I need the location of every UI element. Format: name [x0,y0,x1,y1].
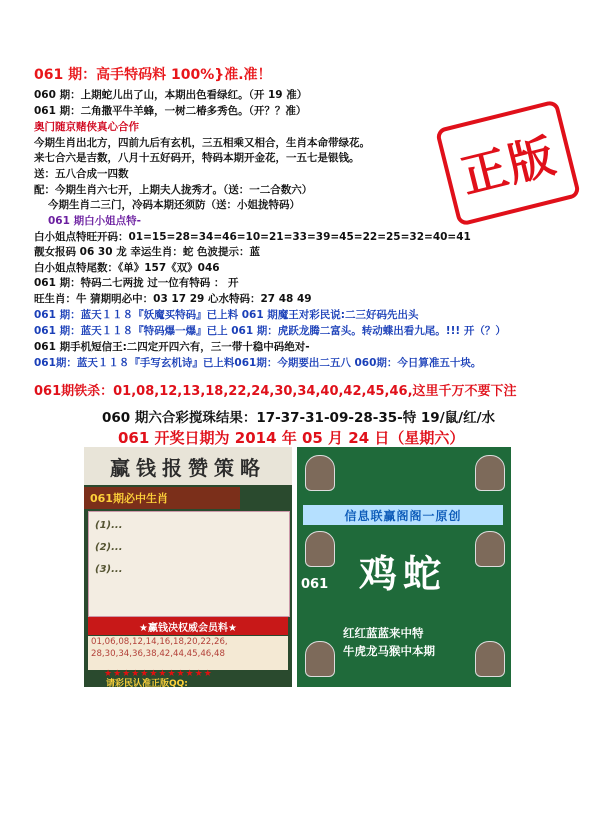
portrait-image [305,455,335,491]
strategy-panel-sub: 061期必中生肖 [84,487,240,509]
forecast-line: 来七合六是吉数，八月十五好码开，特码本期开金花，一五七是银钱。 [34,152,360,164]
previous-result-line: 060 期六合彩搅珠结果：17-37-31-09-28-35-特 19/鼠/红/水 [102,410,495,426]
member-banner: ★赢钱决权威会员料★ [88,617,288,635]
forecast-line: 061 期手机短信王:二四定开四六有，三一带十稳中码绝对- [34,341,310,353]
portrait-image [475,455,505,491]
draw-date-line: 061 开奖日期为 2014 年 05 月 24 日（星期六） [118,429,465,447]
forecast-line: 060 期：上期蛇儿出了山，本期出色看绿红。（开 19 准） [34,89,308,101]
prediction-panel [297,447,511,687]
qq-text: 请彩民认准正版QQ: [106,679,188,687]
portrait-image [475,641,505,677]
forecast-line: 061 期：二角撒平牛羊蜂，一树二椿多秀色。（开？？准） [34,105,307,117]
forecast-line: 061 期：蓝天１１８『特码爆一爆』已上 061 期：虎跃龙腾二富头。转动蝶出看九尾。!!! 开（？） [34,325,506,337]
strategy-panel [84,447,292,687]
numbers-list: 01,06,08,12,14,16,18,20,22,26, 28,30,34,36,38,42,44,45,46,48 [88,636,288,670]
forecast-line: 061 期：蓝天１１８『妖魔买特码』已上料 061 期魔王对彩民说:二三好码先出头 [34,309,419,321]
issue-number: 061 [301,577,329,592]
strategy-row: (3)... [95,564,123,575]
forecast-line: 今期生肖出北方，四前九后有玄机，三五相乘又相合，生肖本命带绿花。 [34,137,370,149]
prediction-panel-header: 信息联赢阁阁一原创 [303,505,503,525]
portrait-image [475,531,505,567]
strategy-row: (2)... [95,542,123,553]
forecast-line: 白小姐点特旺开码：01=15=28=34=46=10=21=33=39=45=22=25=32=40=41 [34,231,471,243]
page-title: 061 期：高手特码料 100%}准.准！ [34,67,272,83]
forecast-line: 奥门随京赌侠真心合作 [34,121,139,133]
strategy-panel-header: 赢钱报赞策略 [84,447,292,485]
forecast-line: 配：今期生肖六七开，上期夫人拢秀才。（送：一二合数六） [34,184,313,196]
zodiac-pick: 鸡蛇 [358,551,447,596]
prediction-line-2: 牛虎龙马猴中本期 [343,644,435,658]
prediction-line-1: 红红蓝蓝来中特 [343,626,424,640]
kill-numbers-line: 061期铁杀：01,08,12,13,18,22,24,30,34,40,42,45,46,这里千万不要下注 [34,384,517,399]
forecast-line: 旺生肖：牛 猜期明必中：03 17 29 心水特码：27 48 49 [34,293,312,305]
strategy-row: (1)... [95,520,123,531]
forecast-line: 白小姐点特尾数：《单》157《双》046 [34,262,220,274]
strategy-panel-body [88,511,290,617]
star-row: ★★★★★★★★★★★★ [104,669,213,679]
authentic-stamp: 正版 [435,99,581,227]
forecast-line: 靓女报码 06 30 龙 幸运生肖：蛇 色波提示：蓝 [34,246,261,258]
portrait-image [305,531,335,567]
portrait-image [305,641,335,677]
forecast-line: 061期：蓝天１１８『手写玄机诗』已上料061期：今期要出二五八 060期：今日算准五十块。 [34,357,482,369]
forecast-line: 061 期白小姐点特- [48,215,141,227]
forecast-line: 今期生肖二三门，冷码本期还须防（送：小姐拢特码） [48,199,300,211]
forecast-line: 061 期：特码二七两拢 过一位有特码 ： 开 [34,277,239,289]
forecast-line: 送：五八合成一四数 [34,168,129,180]
